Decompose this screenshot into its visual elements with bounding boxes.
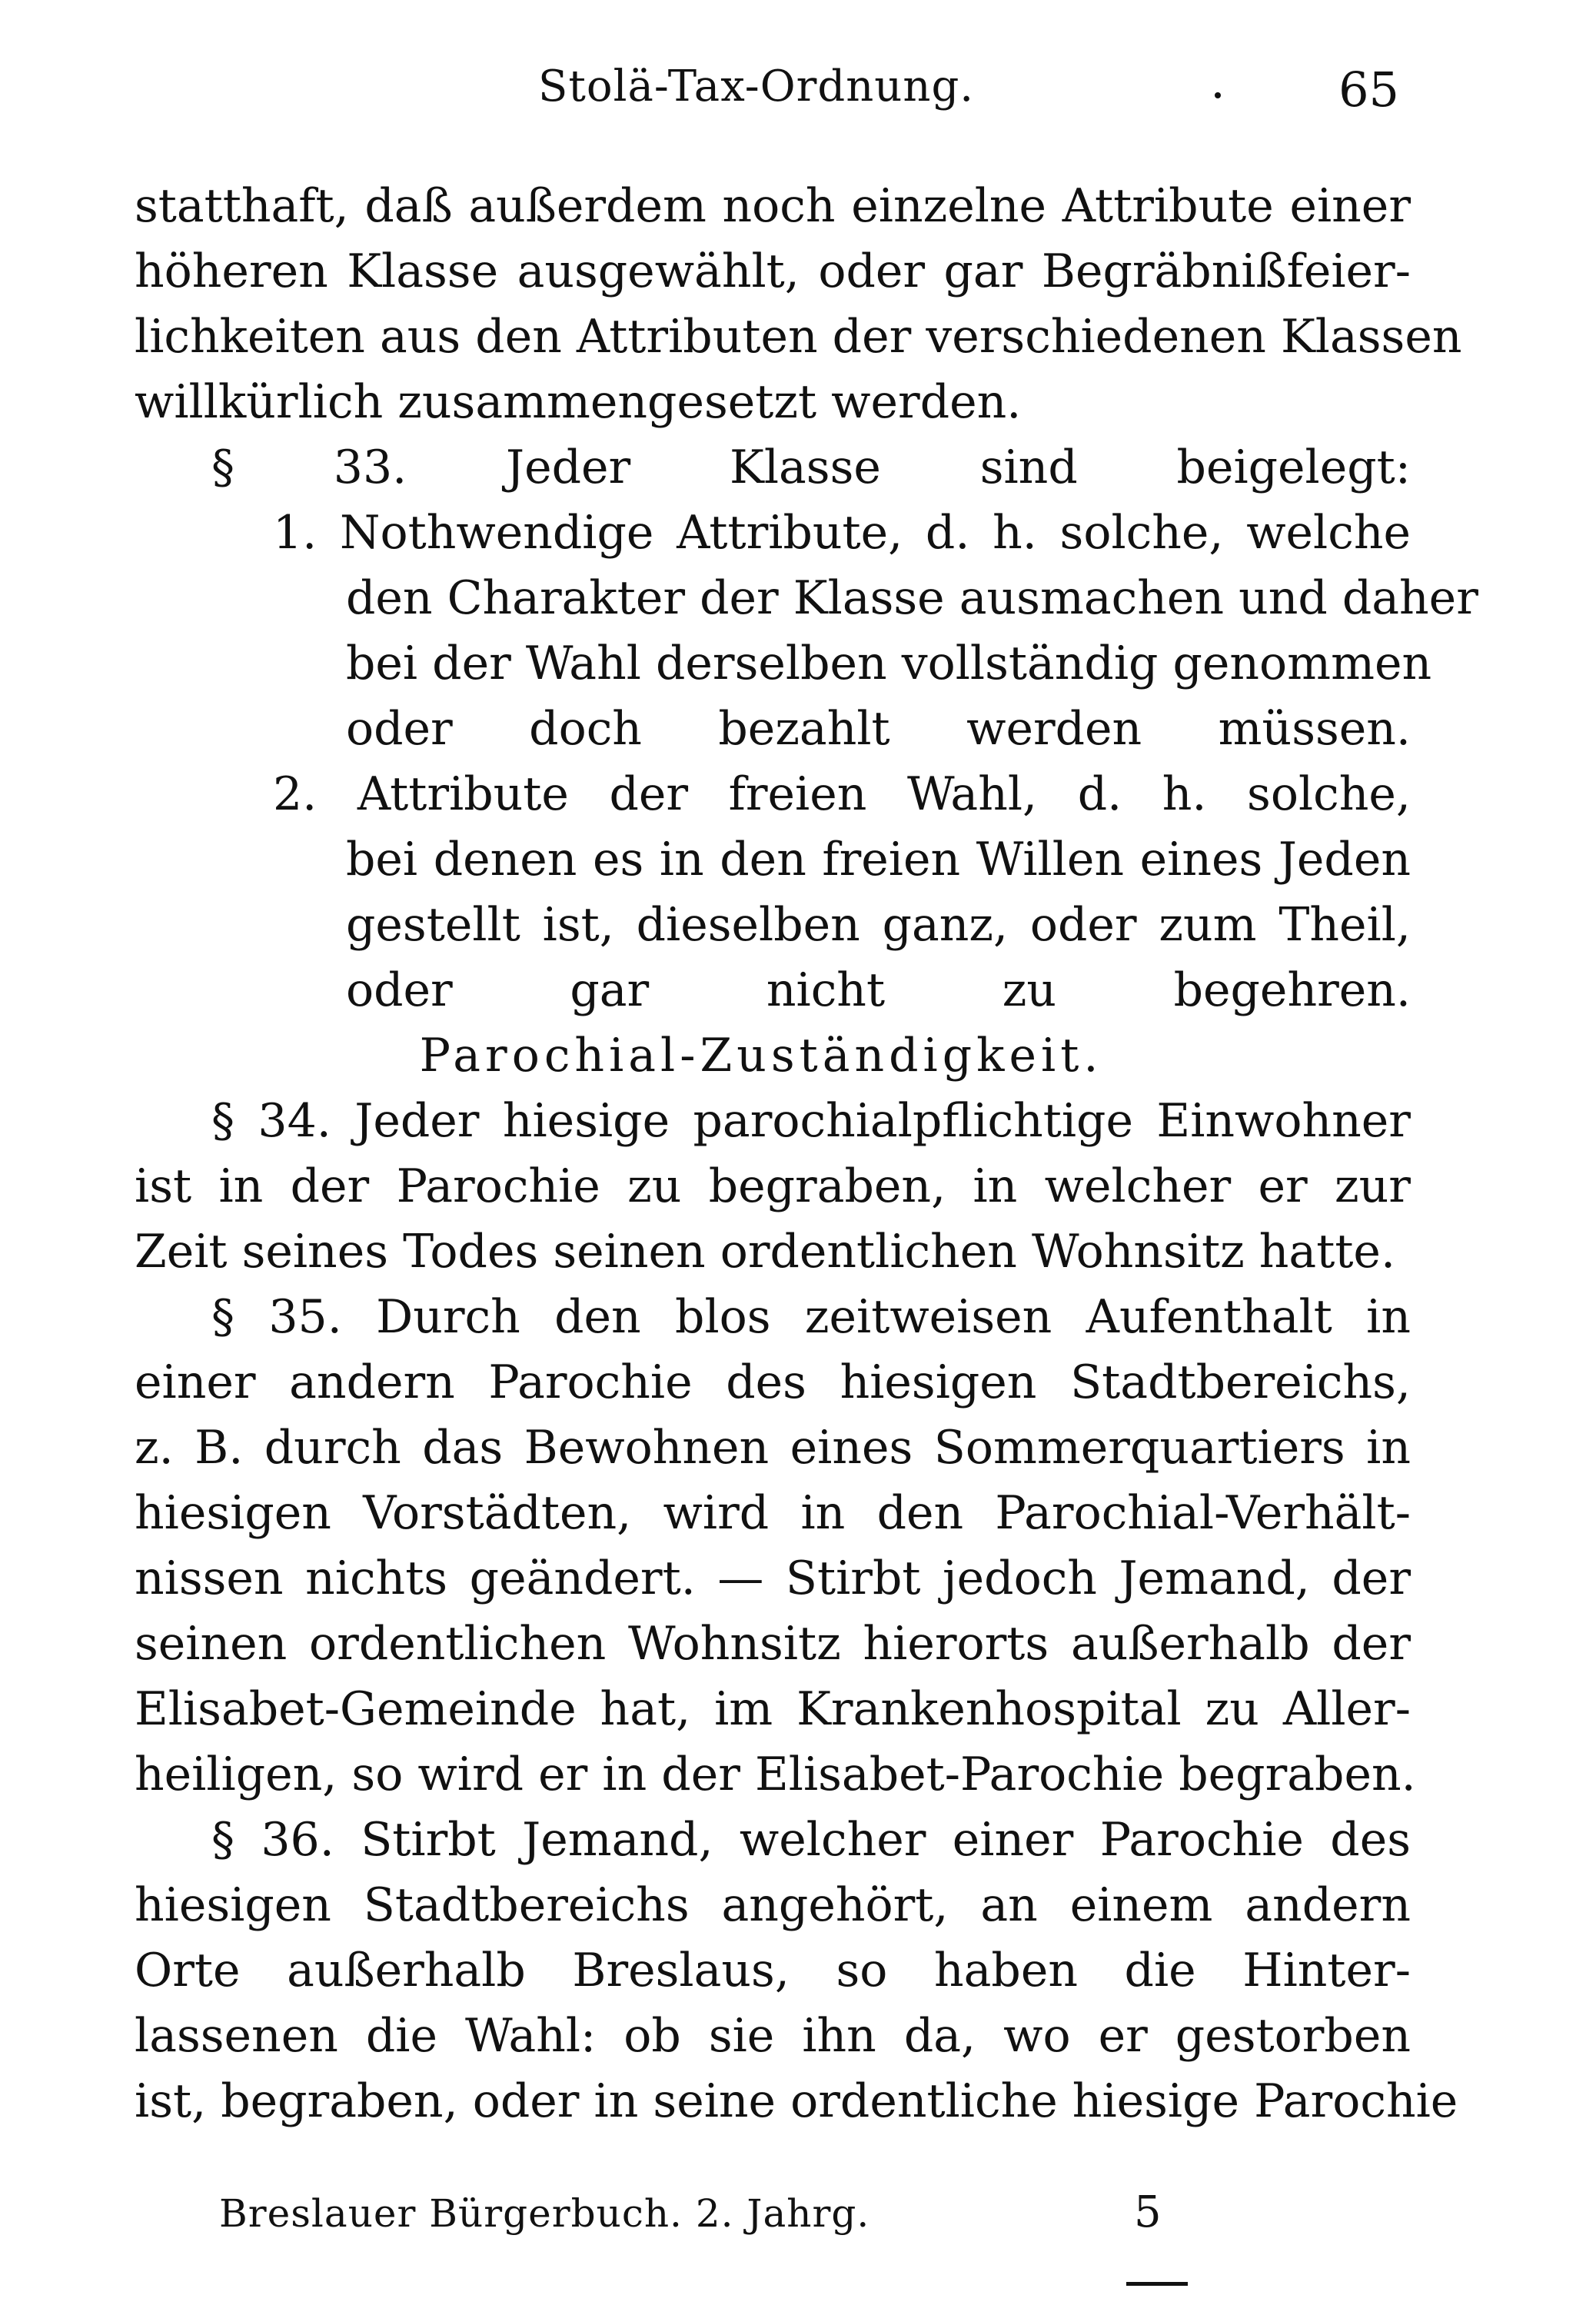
text-line: gestellt ist, dieselben ganz, oder zum Theil, (346, 898, 1411, 952)
text-line: ist, begraben, oder in seine ordentliche hiesige Parochie (135, 2074, 1458, 2128)
text-line: oder gar nicht zu begehren. (346, 963, 1411, 1017)
section-heading: § 36. Stirbt Jemand, welcher einer Parochie des (211, 1813, 1411, 1867)
text-line: nissen nichts geändert. — Stirbt jedoch Jemand, der (135, 1552, 1411, 1605)
text-line: bei der Wahl derselben vollständig genommen (346, 637, 1432, 690)
text-line: hiesigen Vorstädten, wird in den Parochial-Verhält- (135, 1486, 1411, 1540)
text-line: bei denen es in den freien Willen eines Jeden (346, 833, 1411, 886)
text-line: Elisabet-Gemeinde hat, im Krankenhospital zu Aller- (135, 1682, 1411, 1736)
subheading: Parochial-Zuständigkeit. (419, 1029, 1103, 1083)
text-line: lichkeiten aus den Attributen der verschiedenen Klassen (135, 310, 1462, 364)
section-heading: § 34. Jeder hiesige parochialpflichtige Einwohner (211, 1094, 1411, 1148)
list-item-1: 1. Nothwendige Attribute, d. h. solche, welche (273, 506, 1411, 560)
section-heading: § 35. Durch den blos zeitweisen Aufenthalt in (211, 1290, 1411, 1344)
running-title: Stolä-Tax-Ordnung. (538, 62, 975, 111)
footer-dash (1126, 2282, 1188, 2286)
page-number: 65 (1338, 62, 1399, 118)
page-header (538, 62, 1399, 138)
text-line: einer andern Parochie des hiesigen Stadtbereichs, (135, 1355, 1411, 1409)
text-line: willkürlich zusammengesetzt werden. (135, 375, 1022, 429)
list-item-2: 2. Attribute der freien Wahl, d. h. solche, (273, 767, 1411, 821)
text-line: z. B. durch das Bewohnen eines Sommerquartiers in (135, 1421, 1411, 1475)
text-line: Zeit seines Todes seinen ordentlichen Wohnsitz hatte. (135, 1225, 1396, 1279)
text-line: den Charakter der Klasse ausmachen und daher (346, 571, 1478, 625)
print-mark (1215, 92, 1221, 98)
text-line: seinen ordentlichen Wohnsitz hierorts außerhalb der (135, 1617, 1411, 1671)
text-line: heiligen, so wird er in der Elisabet-Parochie begraben. (135, 1748, 1416, 1801)
section-heading: § 33. Jeder Klasse sind beigelegt: (211, 441, 1411, 494)
text-line: lassenen die Wahl: ob sie ihn da, wo er gestorben (135, 2009, 1411, 2063)
text-line: oder doch bezahlt werden müssen. (346, 702, 1411, 756)
text-line: höheren Klasse ausgewählt, oder gar Begräbnißfeier- (135, 244, 1411, 298)
text-line: hiesigen Stadtbereichs angehört, an einem andern (135, 1878, 1411, 1932)
footer-signature: 5 (1134, 2187, 1162, 2237)
footer-book-title: Breslauer Bürgerbuch. 2. Jahrg. (219, 2191, 870, 2236)
text-line: Orte außerhalb Breslaus, so haben die Hinter- (135, 1944, 1411, 1997)
text-line: ist in der Parochie zu begraben, in welcher er zur (135, 1159, 1411, 1213)
text-line: statthaft, daß außerdem noch einzelne Attribute einer (135, 179, 1411, 233)
